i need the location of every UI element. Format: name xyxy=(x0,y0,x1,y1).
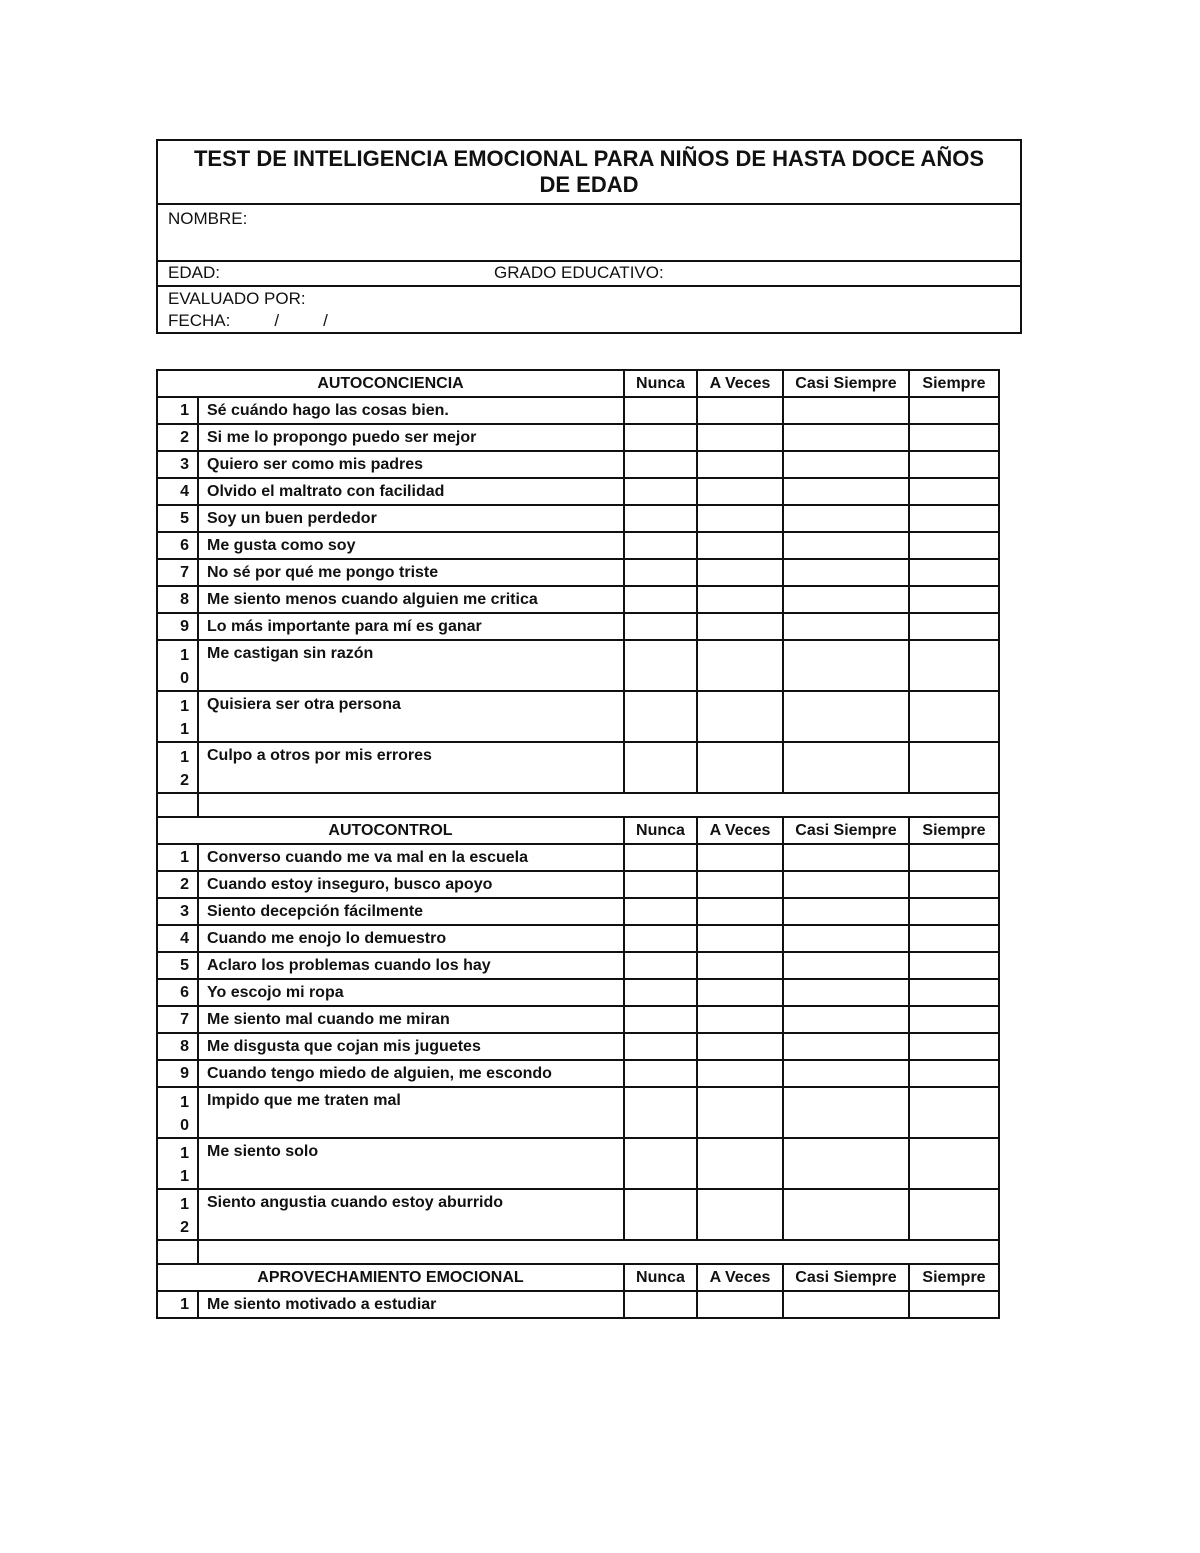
spacer-row xyxy=(157,1240,999,1264)
answer-cell[interactable] xyxy=(697,451,783,478)
answer-cell[interactable] xyxy=(624,532,697,559)
answer-cell[interactable] xyxy=(909,559,999,586)
question-row xyxy=(157,613,999,640)
form-title: TEST DE INTELIGENCIA EMOCIONAL PARA NIÑOS DE HASTA DOCE AÑOS DE EDAD xyxy=(157,140,1021,204)
answer-cell[interactable] xyxy=(697,898,783,925)
answer-cell[interactable] xyxy=(697,505,783,532)
section-header-row xyxy=(157,817,999,844)
question-text: Cuando estoy inseguro, busco apoyo xyxy=(198,871,624,898)
question-row xyxy=(157,844,999,871)
question-row xyxy=(157,1033,999,1060)
section-header-row xyxy=(157,1264,999,1291)
answer-cell[interactable] xyxy=(909,640,999,691)
answer-cell[interactable] xyxy=(697,559,783,586)
question-number: 2 xyxy=(157,424,198,451)
question-text: Siento decepción fácilmente xyxy=(198,898,624,925)
question-number: 1 0 xyxy=(157,640,198,691)
answer-cell[interactable] xyxy=(783,979,909,1006)
scale-header: Siempre xyxy=(909,370,999,397)
grado-label: GRADO EDUCATIVO: xyxy=(494,263,664,282)
question-row xyxy=(157,424,999,451)
answer-cell[interactable] xyxy=(783,1033,909,1060)
answer-cell[interactable] xyxy=(697,871,783,898)
question-number: 1 xyxy=(157,397,198,424)
question-number: 1 1 xyxy=(157,691,198,742)
question-number: 3 xyxy=(157,898,198,925)
answer-cell[interactable] xyxy=(909,478,999,505)
answer-cell[interactable] xyxy=(909,925,999,952)
answer-cell[interactable] xyxy=(697,1060,783,1087)
scale-header: Siempre xyxy=(909,1264,999,1291)
question-text: Soy un buen perdedor xyxy=(198,505,624,532)
answer-cell[interactable] xyxy=(624,1138,697,1189)
nombre-label: NOMBRE: xyxy=(168,209,248,228)
evaluado-fecha-row[interactable] xyxy=(157,286,1021,333)
scale-header: Nunca xyxy=(624,817,697,844)
section-title: AUTOCONTROL xyxy=(157,817,624,844)
answer-cell[interactable] xyxy=(783,952,909,979)
answer-cell[interactable] xyxy=(783,532,909,559)
answer-cell[interactable] xyxy=(909,1189,999,1240)
answer-cell[interactable] xyxy=(697,844,783,871)
answer-cell[interactable] xyxy=(783,397,909,424)
question-row xyxy=(157,586,999,613)
question-number: 5 xyxy=(157,952,198,979)
question-row xyxy=(157,1006,999,1033)
question-text: Siento angustia cuando estoy aburrido xyxy=(198,1189,624,1240)
question-text: Cuando me enojo lo demuestro xyxy=(198,925,624,952)
answer-cell[interactable] xyxy=(697,979,783,1006)
question-text: Olvido el maltrato con facilidad xyxy=(198,478,624,505)
answer-cell[interactable] xyxy=(697,613,783,640)
answer-cell[interactable] xyxy=(624,1006,697,1033)
question-text: Me siento mal cuando me miran xyxy=(198,1006,624,1033)
answer-cell[interactable] xyxy=(624,691,697,742)
answer-cell[interactable] xyxy=(783,640,909,691)
question-text: Aclaro los problemas cuando los hay xyxy=(198,952,624,979)
question-number: 1 xyxy=(157,844,198,871)
answer-cell[interactable] xyxy=(783,586,909,613)
question-row xyxy=(157,691,999,742)
answer-cell[interactable] xyxy=(909,742,999,793)
answer-cell[interactable] xyxy=(783,691,909,742)
question-text: Si me lo propongo puedo ser mejor xyxy=(198,424,624,451)
question-number: 2 xyxy=(157,871,198,898)
form-header xyxy=(156,139,1022,334)
answer-cell[interactable] xyxy=(624,925,697,952)
scale-header: Nunca xyxy=(624,370,697,397)
section-header-row xyxy=(157,370,999,397)
question-number: 8 xyxy=(157,586,198,613)
question-row xyxy=(157,532,999,559)
question-text: Cuando tengo miedo de alguien, me escondo xyxy=(198,1060,624,1087)
question-number: 1 xyxy=(157,1291,198,1318)
answer-cell[interactable] xyxy=(624,559,697,586)
question-text: Me castigan sin razón xyxy=(198,640,624,691)
question-text: Yo escojo mi ropa xyxy=(198,979,624,1006)
question-row xyxy=(157,952,999,979)
answer-cell[interactable] xyxy=(624,979,697,1006)
blank-cell xyxy=(198,793,999,817)
answer-cell[interactable] xyxy=(697,424,783,451)
question-row xyxy=(157,505,999,532)
answer-cell[interactable] xyxy=(909,613,999,640)
question-number: 7 xyxy=(157,1006,198,1033)
answer-cell[interactable] xyxy=(783,1291,909,1318)
fecha-separator: / xyxy=(323,311,328,330)
answer-cell[interactable] xyxy=(783,505,909,532)
question-number: 4 xyxy=(157,925,198,952)
answer-cell[interactable] xyxy=(909,871,999,898)
section-title: AUTOCONCIENCIA xyxy=(157,370,624,397)
answer-cell[interactable] xyxy=(624,505,697,532)
answer-cell[interactable] xyxy=(909,1060,999,1087)
answer-cell[interactable] xyxy=(909,586,999,613)
answer-cell[interactable] xyxy=(697,1138,783,1189)
scale-header: Nunca xyxy=(624,1264,697,1291)
answer-cell[interactable] xyxy=(624,1033,697,1060)
scale-header: Casi Siempre xyxy=(783,817,909,844)
answer-cell[interactable] xyxy=(624,1060,697,1087)
answer-cell[interactable] xyxy=(909,979,999,1006)
question-text: Sé cuándo hago las cosas bien. xyxy=(198,397,624,424)
answer-cell[interactable] xyxy=(624,1189,697,1240)
answer-cell[interactable] xyxy=(783,1060,909,1087)
answer-cell[interactable] xyxy=(909,505,999,532)
answer-cell[interactable] xyxy=(783,871,909,898)
blank-cell xyxy=(198,1240,999,1264)
question-text: Me siento motivado a estudiar xyxy=(198,1291,624,1318)
answer-cell[interactable] xyxy=(697,1189,783,1240)
answer-cell[interactable] xyxy=(783,1138,909,1189)
answer-cell[interactable] xyxy=(624,424,697,451)
answer-cell[interactable] xyxy=(909,532,999,559)
question-row xyxy=(157,742,999,793)
answer-cell[interactable] xyxy=(909,844,999,871)
answer-cell[interactable] xyxy=(697,640,783,691)
answer-cell[interactable] xyxy=(697,691,783,742)
question-row xyxy=(157,1060,999,1087)
answer-cell[interactable] xyxy=(909,451,999,478)
answer-cell[interactable] xyxy=(909,1033,999,1060)
blank-cell xyxy=(157,793,198,817)
question-text: Me disgusta que cojan mis juguetes xyxy=(198,1033,624,1060)
answer-cell[interactable] xyxy=(624,478,697,505)
answer-cell[interactable] xyxy=(624,1291,697,1318)
answer-cell[interactable] xyxy=(909,1291,999,1318)
question-row xyxy=(157,397,999,424)
answer-cell[interactable] xyxy=(783,424,909,451)
evaluado-label: EVALUADO POR: xyxy=(168,289,306,308)
question-number: 1 2 xyxy=(157,1189,198,1240)
blank-cell xyxy=(157,1240,198,1264)
answer-cell[interactable] xyxy=(783,742,909,793)
answer-cell[interactable] xyxy=(909,952,999,979)
question-number: 1 0 xyxy=(157,1087,198,1138)
answer-cell[interactable] xyxy=(697,532,783,559)
question-text: Me siento solo xyxy=(198,1138,624,1189)
question-row xyxy=(157,1189,999,1240)
answer-cell[interactable] xyxy=(697,1087,783,1138)
scale-header: Casi Siempre xyxy=(783,370,909,397)
answer-cell[interactable] xyxy=(697,1033,783,1060)
scale-header: A Veces xyxy=(697,817,783,844)
answer-cell[interactable] xyxy=(909,1087,999,1138)
question-text: Quiero ser como mis padres xyxy=(198,451,624,478)
answer-cell[interactable] xyxy=(697,1006,783,1033)
question-number: 5 xyxy=(157,505,198,532)
answer-cell[interactable] xyxy=(624,844,697,871)
answer-cell[interactable] xyxy=(783,1087,909,1138)
answer-cell[interactable] xyxy=(624,742,697,793)
question-number: 6 xyxy=(157,532,198,559)
answer-cell[interactable] xyxy=(909,1006,999,1033)
question-row xyxy=(157,925,999,952)
answer-cell[interactable] xyxy=(909,397,999,424)
answer-cell[interactable] xyxy=(624,640,697,691)
question-number: 3 xyxy=(157,451,198,478)
question-text: Converso cuando me va mal en la escuela xyxy=(198,844,624,871)
question-row xyxy=(157,979,999,1006)
answer-cell[interactable] xyxy=(783,478,909,505)
answer-cell[interactable] xyxy=(624,397,697,424)
fecha-label: FECHA: xyxy=(168,311,231,330)
question-text: Impido que me traten mal xyxy=(198,1087,624,1138)
scale-header: A Veces xyxy=(697,1264,783,1291)
question-row xyxy=(157,1291,999,1318)
question-text: Lo más importante para mí es ganar xyxy=(198,613,624,640)
answer-cell[interactable] xyxy=(909,691,999,742)
answer-cell[interactable] xyxy=(697,1291,783,1318)
question-text: Quisiera ser otra persona xyxy=(198,691,624,742)
question-number: 1 1 xyxy=(157,1138,198,1189)
answer-cell[interactable] xyxy=(624,952,697,979)
answer-cell[interactable] xyxy=(783,925,909,952)
questionnaire-table xyxy=(156,369,1000,1319)
answer-cell[interactable] xyxy=(624,451,697,478)
question-number: 6 xyxy=(157,979,198,1006)
section-title: APROVECHAMIENTO EMOCIONAL xyxy=(157,1264,624,1291)
answer-cell[interactable] xyxy=(624,613,697,640)
question-number: 7 xyxy=(157,559,198,586)
answer-cell[interactable] xyxy=(783,613,909,640)
answer-cell[interactable] xyxy=(783,898,909,925)
answer-cell[interactable] xyxy=(783,559,909,586)
answer-cell[interactable] xyxy=(624,586,697,613)
question-text: Me siento menos cuando alguien me critica xyxy=(198,586,624,613)
nombre-field[interactable] xyxy=(157,204,1021,261)
question-row xyxy=(157,451,999,478)
question-text: No sé por qué me pongo triste xyxy=(198,559,624,586)
answer-cell[interactable] xyxy=(909,424,999,451)
question-number: 9 xyxy=(157,613,198,640)
fecha-line xyxy=(168,310,1010,332)
answer-cell[interactable] xyxy=(697,397,783,424)
answer-cell[interactable] xyxy=(783,1006,909,1033)
answer-cell[interactable] xyxy=(697,925,783,952)
answer-cell[interactable] xyxy=(697,478,783,505)
spacer-row xyxy=(157,793,999,817)
question-number: 1 2 xyxy=(157,742,198,793)
fecha-separator: / xyxy=(274,311,280,330)
question-number: 4 xyxy=(157,478,198,505)
question-row xyxy=(157,871,999,898)
scale-header: Casi Siempre xyxy=(783,1264,909,1291)
question-row xyxy=(157,1087,999,1138)
answer-cell[interactable] xyxy=(697,586,783,613)
answer-cell[interactable] xyxy=(624,871,697,898)
answer-cell[interactable] xyxy=(783,451,909,478)
question-number: 9 xyxy=(157,1060,198,1087)
answer-cell[interactable] xyxy=(624,1087,697,1138)
answer-cell[interactable] xyxy=(624,898,697,925)
question-text: Culpo a otros por mis errores xyxy=(198,742,624,793)
question-text: Me gusta como soy xyxy=(198,532,624,559)
answer-cell[interactable] xyxy=(783,844,909,871)
edad-label: EDAD: xyxy=(168,263,220,282)
answer-cell[interactable] xyxy=(697,742,783,793)
question-row xyxy=(157,478,999,505)
answer-cell[interactable] xyxy=(697,952,783,979)
question-row xyxy=(157,898,999,925)
answer-cell[interactable] xyxy=(783,1189,909,1240)
question-row xyxy=(157,559,999,586)
question-row xyxy=(157,640,999,691)
edad-grado-row[interactable] xyxy=(157,261,1021,286)
scale-header: Siempre xyxy=(909,817,999,844)
answer-cell[interactable] xyxy=(909,898,999,925)
scale-header: A Veces xyxy=(697,370,783,397)
question-row xyxy=(157,1138,999,1189)
answer-cell[interactable] xyxy=(909,1138,999,1189)
question-number: 8 xyxy=(157,1033,198,1060)
